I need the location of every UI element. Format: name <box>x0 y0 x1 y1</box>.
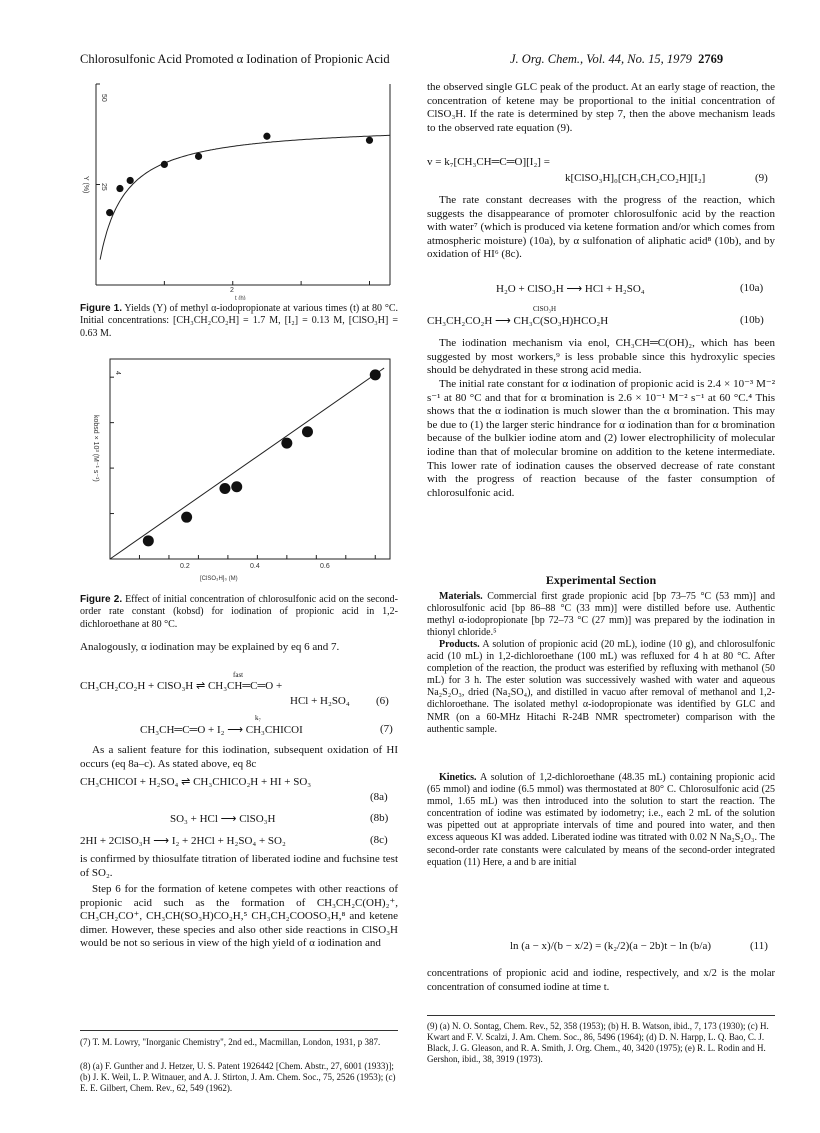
equation-8c-number: (8c) <box>370 834 388 846</box>
running-header: Chlorosulfonic Acid Promoted α Iodination of Propionic Acid <box>80 52 390 66</box>
left-paragraph-4: Step 6 for the formation of ketene competes with other reactions of propionic acid such as the formation of CH₃CH₂C(OH)₂⁺, CH₃CH₂CO⁺, CH₃CH(SO₃H)CO₂H,⁵ CH₃CH₂COOSO₃H,⁸ and ketene dimer. However, these species and also other side reactions in ClSO₃H would be not so serious in view of the high yield of α iodination and <box>80 883 398 950</box>
figure1-data-point <box>263 133 270 140</box>
figure1-xlabel: t (h) <box>235 296 246 300</box>
figure2-ytick-top: 4 <box>114 371 121 375</box>
figure2-data-point <box>219 483 230 494</box>
right-paragraph-3: The iodination mechanism via enol, CH₃CH═C(OH)₂, which has been suggested by most workers,⁹ is less probable since this hydroxylic species should be dehydrated in these strong acid media. <box>427 337 775 377</box>
figure1-ytick-mid: 25 <box>100 183 107 191</box>
figure2-data-point <box>302 426 313 437</box>
equation-6-line1: CH₃CH₂CO₂H + ClSO₃H ⇌ CH₃CH═C═O + <box>80 680 283 692</box>
equation-10b-number: (10b) <box>740 314 764 326</box>
equation-8c: 2HI + 2ClSO₃H ⟶ I₂ + 2HCl + H₂SO₄ + SO₂ <box>80 835 286 847</box>
right-paragraph-2: The rate constant decreases with the progress of the reaction, which suggests the disappearance of promoter chlorosulfonic acid by the reaction with water⁷ (which is produced via ketene formation and/or which comes from atmospheric moisture) (10a), by α sulfonation of aliphatic acid⁸ (10b), and by oxidation of HI⁶ (8c). <box>427 194 775 261</box>
figure2-ylabel: kobsd × 10³ (M⁻¹ s⁻¹) <box>92 415 99 482</box>
equation-7-number: (7) <box>380 723 393 735</box>
equation-8a-number: (8a) <box>370 791 388 803</box>
figure1-fit-curve <box>100 135 390 259</box>
figure2-data-point <box>181 512 192 523</box>
figure2-xtick-2: 0.4 <box>250 563 260 570</box>
equation-6-label-fast: fast <box>233 671 244 679</box>
figure1-chart <box>80 80 400 300</box>
figure2-data-point <box>231 481 242 492</box>
figure1-ylabel: Y (%) <box>82 176 89 194</box>
journal-citation: J. Org. Chem., Vol. 44, No. 15, 1979 2769 <box>510 52 724 66</box>
figure1-data-point <box>106 209 113 216</box>
equation-6-line2: HCl + H₂SO₄ <box>290 695 350 707</box>
footnote-8: (8) (a) F. Gunther and J. Hetzer, U. S. Patent 1926442 [Chem. Abstr., 27, 6001 (1933)]; (b) J. K. Weil, L. P. Witnauer, and A. J. Stirton, J. Am. Chem. Soc., 75, 2526 (1953); (c) E. E. Gilbert, Chem. Rev., 62, 549 (1962). <box>80 1061 396 1093</box>
figure1-xtick: 2 <box>230 287 234 294</box>
equation-10a: H₂O + ClSO₃H ⟶ HCl + H₂SO₄ <box>496 283 645 295</box>
figure2-xtick-1: 0.2 <box>180 563 190 570</box>
left-paragraph-3: is confirmed by thiosulfate titration of liberated iodine and fuchsine test of SO₂. <box>80 853 398 879</box>
footnote-7: (7) T. M. Lowry, "Inorganic Chemistry", 2nd ed., Macmillan, London, 1931, p 387. <box>80 1037 381 1047</box>
equation-10b-label: ClSO₃H <box>533 305 557 313</box>
equation-9-number: (9) <box>755 172 768 184</box>
figure2-data-point <box>370 369 381 380</box>
kinetics-paragraph: Kinetics. A solution of 1,2-dichloroethane (48.35 mL) containing propionic acid (65 mmol) and iodine (6.5 mmol) was thermostated at 80° C. Chlorosulfonic acid (25 mmol, 1.65 mL) was then introduced into the solution to start the reaction. The concentration of iodine was estimated by iodometry; i.e., each 2 mL of the solution was pipetted out at appropriate intervals of time and poured into water, and then excess aqueous KI was added. Liberated iodine was titrated with 0.02 N Na₂S₂O₃. The second-order rate constants were calculated by means of the second-order integrated equation (11) Here, a and b are initial <box>427 772 776 868</box>
figure1-data-point <box>195 153 202 160</box>
right-footnote-rule <box>427 1015 775 1016</box>
figure1-data-point <box>127 177 134 184</box>
left-paragraph-1: Analogously, α iodination may be explained by eq 6 and 7. <box>80 641 340 653</box>
figure2-xtick-3: 0.6 <box>320 563 330 570</box>
equation-8a: CH₃CHICOI + H₂SO₄ ⇌ CH₃CHICO₂H + HI + SO₃ <box>80 776 312 788</box>
equation-9-line1: v = k₇[CH₃CH═C═O][I₂] = <box>427 156 550 168</box>
materials-paragraph: Materials. Commercial first grade propionic acid [bp 73–75 °C (53 mm)] and chlorosulfonic acid [bp 86–88 °C (33 mm)] were distilled before use. Authentic methyl α-iodopropionate [bp 72–73 °C (27 mm)] was prepared by the iodination in thionyl chloride.⁵ <box>427 591 775 639</box>
left-footnote-rule <box>80 1030 398 1031</box>
figure2-caption: Figure 2. Effect of initial concentration of chlorosulfonic acid on the second-order rate constant (kobsd) for iodination of propionic acid in 1,2-dichloroethane at 80 °C. <box>80 594 398 630</box>
figure2-xlabel: [ClSO₃H]₀ (M) <box>200 576 238 582</box>
section-heading: Experimental Section <box>545 573 657 587</box>
products-paragraph: Products. A solution of propionic acid (20 mL), iodine (10 g), and chlorosulfonic acid (10 mL) in 1,2-dichloroethane (100 mL) was refluxed for 4 h at 80 °C. After completion of the reaction, the product was esterified by refluxing with methanol (50 mL) for 3 h. The ester solution was successively washed with water and aqueous Na₂S₂O₃, dried (Na₂SO₄), and distilled in vacuo after removal of methanol and 1,2-dichloroethane. The isolated methyl α-iodopropionate was identified by GLC and NMR (on a 60-MHz Hitachi R-24B NMR spectrometer) comparison with the authentic sample. <box>427 639 775 735</box>
figure1-caption: Figure 1. Yields (Y) of methyl α-iodopropionate at various times (t) at 80 °C. Initial concentrations: [CH₃CH₂CO₂H] = 1.7 M, [I₂] = 0.13 M, [ClSO₃H] = 0.63 M. <box>80 303 398 339</box>
figure2-data-point <box>281 438 292 449</box>
equation-7: CH₃CH═C═O + I₂ ⟶ CH₃CHICOI <box>140 724 303 736</box>
figure1-data-point <box>366 137 373 144</box>
figure2-data-point <box>143 535 154 546</box>
left-paragraph-2: As a salient feature for this iodination, subsequent oxidation of HI occurs (eq 8a–c). As stated above, eq 8c <box>80 744 398 770</box>
equation-8b: SO₃ + HCl ⟶ ClSO₃H <box>170 813 276 825</box>
equation-10a-number: (10a) <box>740 282 764 294</box>
figure2-regression-line <box>110 368 384 559</box>
figure1-data-point <box>161 161 168 168</box>
figure1-data-point <box>116 185 123 192</box>
footnote-9: (9) (a) N. O. Sontag, Chem. Rev., 52, 358 (1953); (b) H. B. Watson, ibid., 7, 173 (1930); (c) H. Kwart and F. V. Scalzi, J. Am. Chem. Soc., 86, 5496 (1964); (d) D. N. Harpp, L. Q. Bao, C. J. Black, J. G. Gleason, and R. A. Smith, J. Org. Chem., 40, 3420 (1975); (e) R. L. Rodin and H. Gershon, ibid., 38, 3919 (1973). <box>427 1021 769 1064</box>
figure1-ytick-top: 50 <box>100 94 107 102</box>
equation-8b-number: (8b) <box>370 812 389 824</box>
figure1-axes <box>96 84 390 285</box>
right-paragraph-4: The initial rate constant for α iodination of propionic acid is 2.4 × 10⁻³ M⁻² s⁻¹ at 80 °C and that for α bromination is 2.6 × 10⁻¹ M⁻² s⁻¹ at 60 °C.⁴ This shows that the α iodination is much slower than the α bromination. This may be due to (1) the larger steric hindrance for α iodination than for α bromination because of the bulkier iodine atom and (2) lower electrophilicity of molecular iodine than that of molecular bromine on addition to the ketene intermediate. This lower rate of iodination causes the observed decrease of rate constant with the progress of reaction because of the faster consumption of chlorosulfonic acid. <box>427 378 775 499</box>
equation-10b: CH₃CH₂CO₂H ⟶ CH₃C(SO₃H)HCO₂H <box>427 315 609 327</box>
equation-11-number: (11) <box>750 940 768 952</box>
figure2-chart <box>80 355 400 585</box>
equation-6-number: (6) <box>376 695 389 707</box>
equation-9-line2: k[ClSO₃H]₀[CH₃CH₂CO₂H][I₂] <box>565 172 706 184</box>
page-number: 2769 <box>698 52 724 66</box>
right-paragraph-1: the observed single GLC peak of the product. At an early stage of reaction, the concentration of ketene may be proportional to the initial concentration of ClSO₃H. If the rate is determined by step 7, then the above mechanism leads to the observed rate equation (9). <box>427 81 775 134</box>
equation-11: ln (a − x)/(b − x/2) = (k₂/2)(a − 2b)t − ln (b/a) <box>510 940 712 952</box>
equation-7-label-k7: k₇ <box>255 714 261 722</box>
right-paragraph-5: concentrations of propionic acid and iodine, respectively, and x/2 is the molar concentration of consumed iodine at time t. <box>427 968 775 993</box>
